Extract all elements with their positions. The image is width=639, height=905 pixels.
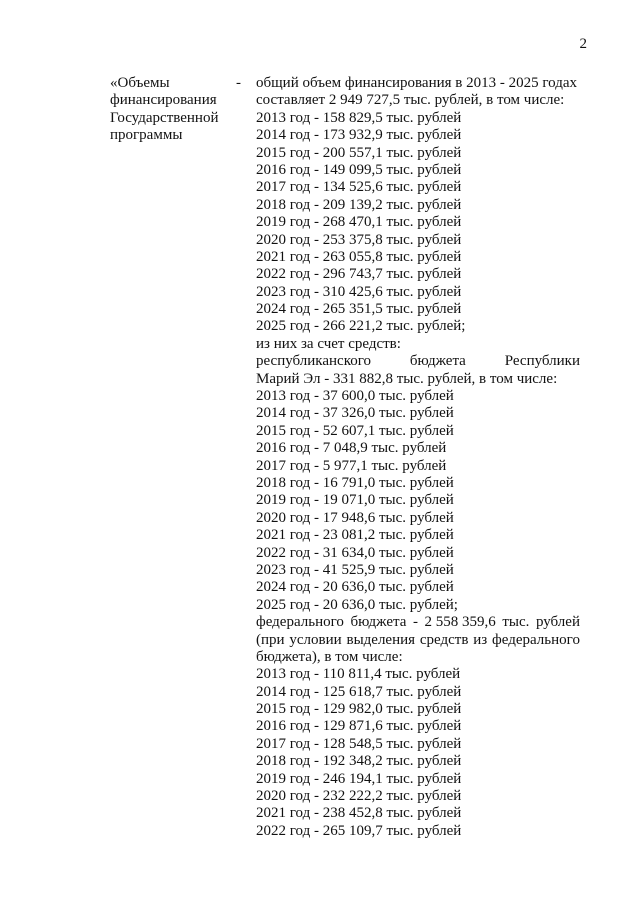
year-amount-line: 2018 год - 16 791,0 тыс. рублей <box>256 474 454 491</box>
republic-word: Республики <box>504 353 580 370</box>
year-amount-line: 2015 год - 129 982,0 тыс. рублей <box>256 701 462 718</box>
label-separator-dash: - <box>236 75 241 91</box>
federal-word: тыс. <box>502 614 530 631</box>
federal-word: бюджета <box>350 614 407 631</box>
year-amount-line: 2016 год - 149 099,5 тыс. рублей <box>256 161 462 178</box>
republic-total-line: Марий Эл - 331 882,8 тыс. рублей, в том числе: <box>256 370 558 387</box>
republic-budget-line <box>256 353 580 370</box>
year-amount-line: 2018 год - 209 139,2 тыс. рублей <box>256 196 462 213</box>
year-amount-line: 2025 год - 20 636,0 тыс. рублей; <box>256 596 458 613</box>
year-amount-line: 2013 год - 158 829,5 тыс. рублей <box>256 109 462 126</box>
federal-word: федерального <box>492 631 580 648</box>
federal-word: условии <box>289 631 342 648</box>
federal-word: (при <box>256 631 285 648</box>
year-amount-line: 2019 год - 246 194,1 тыс. рублей <box>256 770 462 787</box>
total-intro-line: составляет 2 949 727,5 тыс. рублей, в том числе: <box>256 92 565 109</box>
republic-word: бюджета <box>409 353 466 370</box>
total-intro-line: общий объем финансирования в 2013 - 2025 годах <box>256 75 578 91</box>
financing-details <box>256 75 580 840</box>
federal-word: 2 558 359,6 <box>424 614 496 631</box>
year-amount-line: 2014 год - 37 326,0 тыс. рублей <box>256 405 454 422</box>
row-label-line: Государственной <box>110 109 219 126</box>
federal-condition-line <box>256 632 580 649</box>
year-amount-line: 2022 год - 265 109,7 тыс. рублей <box>256 822 462 839</box>
year-amount-line: 2017 год - 128 548,5 тыс. рублей <box>256 735 462 752</box>
year-amount-line: 2024 год - 20 636,0 тыс. рублей <box>256 579 454 596</box>
year-amount-line: 2023 год - 41 525,9 тыс. рублей <box>256 561 454 578</box>
federal-total-line: бюджета), в том числе: <box>256 648 403 665</box>
federal-word: средств <box>419 631 469 648</box>
year-amount-line: 2016 год - 129 871,6 тыс. рублей <box>256 718 462 735</box>
row-label-line: «Объемы <box>110 75 170 91</box>
year-amount-line: 2021 год - 263 055,8 тыс. рублей <box>256 248 462 265</box>
year-amount-line: 2020 год - 17 948,6 тыс. рублей <box>256 509 454 526</box>
year-amount-line: 2015 год - 200 557,1 тыс. рублей <box>256 144 462 161</box>
year-amount-line: 2022 год - 31 634,0 тыс. рублей <box>256 544 454 561</box>
federal-word: федерального <box>256 614 344 631</box>
year-amount-line: 2014 год - 125 618,7 тыс. рублей <box>256 683 462 700</box>
republic-word: республиканского <box>256 353 371 370</box>
year-amount-line: 2014 год - 173 932,9 тыс. рублей <box>256 127 462 144</box>
year-amount-line: 2017 год - 134 525,6 тыс. рублей <box>256 179 462 196</box>
federal-years-list <box>256 666 580 840</box>
total-years-list <box>256 110 580 336</box>
year-amount-line: 2022 год - 296 743,7 тыс. рублей <box>256 266 462 283</box>
row-label <box>110 75 235 145</box>
year-amount-line: 2017 год - 5 977,1 тыс. рублей <box>256 457 447 474</box>
year-amount-line: 2013 год - 110 811,4 тыс. рублей <box>256 666 461 683</box>
year-amount-line: 2015 год - 52 607,1 тыс. рублей <box>256 422 454 439</box>
year-amount-line: 2025 год - 266 221,2 тыс. рублей; <box>256 318 466 335</box>
year-amount-line: 2021 год - 238 452,8 тыс. рублей <box>256 805 462 822</box>
federal-word: из <box>473 631 488 648</box>
year-amount-line: 2021 год - 23 081,2 тыс. рублей <box>256 527 454 544</box>
page-number: 2 <box>579 36 587 52</box>
year-amount-line: 2019 год - 268 470,1 тыс. рублей <box>256 214 462 231</box>
row-label-line: финансирования <box>110 92 217 109</box>
year-amount-line: 2020 год - 232 222,2 тыс. рублей <box>256 788 462 805</box>
year-amount-line: 2023 год - 310 425,6 тыс. рублей <box>256 283 462 300</box>
year-amount-line: 2020 год - 253 375,8 тыс. рублей <box>256 231 462 248</box>
year-amount-line: 2018 год - 192 348,2 тыс. рублей <box>256 753 462 770</box>
year-amount-line: 2013 год - 37 600,0 тыс. рублей <box>256 388 454 405</box>
sources-intro: из них за счет средств: <box>256 335 401 352</box>
year-amount-line: 2024 год - 265 351,5 тыс. рублей <box>256 301 462 318</box>
year-amount-line: 2016 год - 7 048,9 тыс. рублей <box>256 440 447 457</box>
federal-word: выделения <box>346 631 416 648</box>
year-amount-line: 2019 год - 19 071,0 тыс. рублей <box>256 492 454 509</box>
republic-years-list <box>256 388 580 614</box>
federal-word: рублей <box>535 614 580 631</box>
federal-budget-line <box>256 614 580 631</box>
row-label-line: программы <box>110 127 183 144</box>
federal-word: - <box>412 614 418 631</box>
